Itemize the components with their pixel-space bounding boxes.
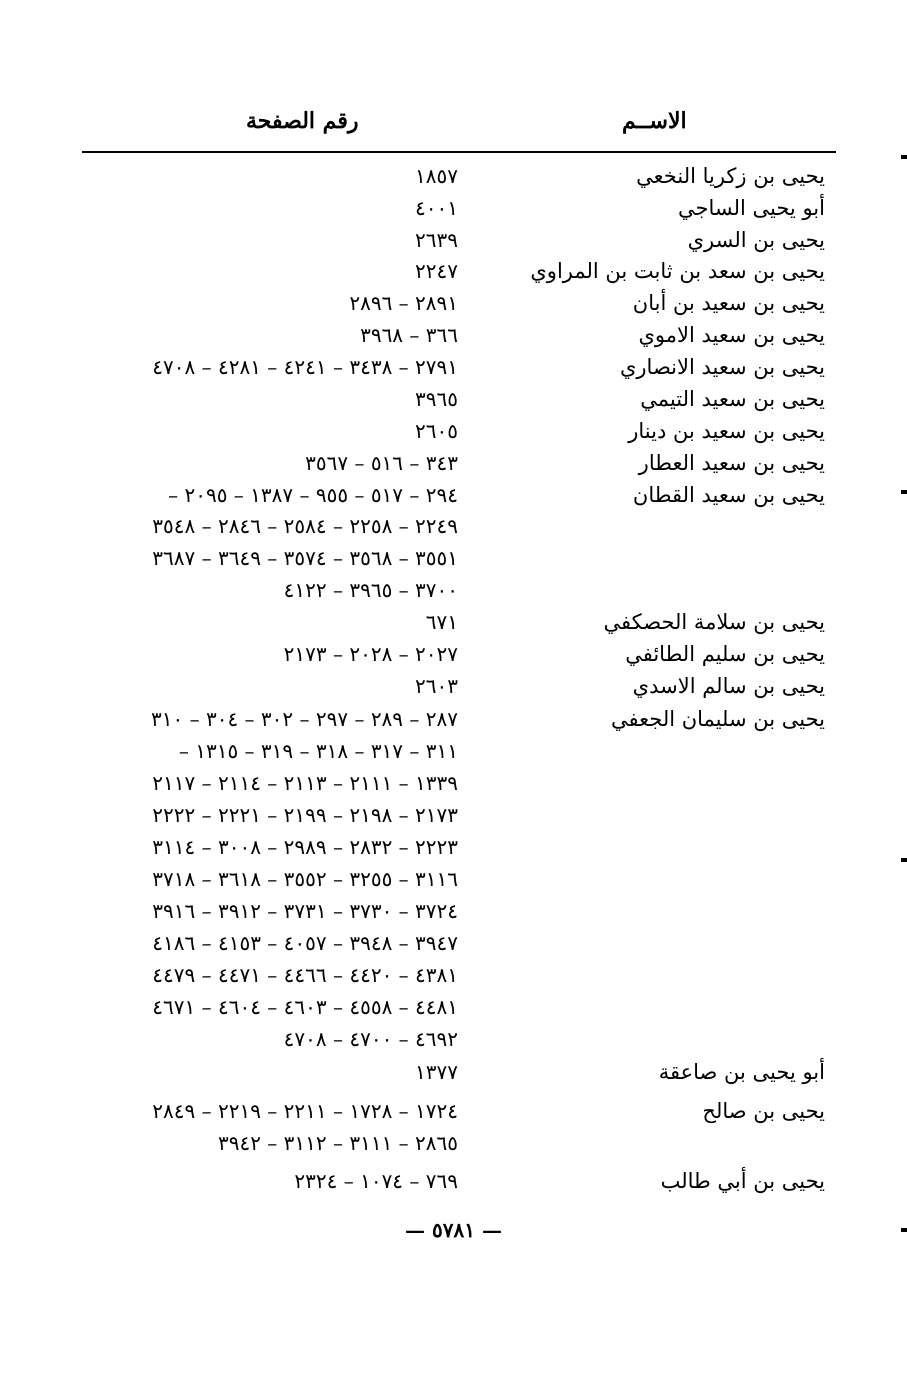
entry-page-numbers: ٣٩٤٧ – ٣٩٤٨ – ٤٠٥٧ – ٤١٥٣ – ٤١٨٦ <box>152 931 458 955</box>
entry-name: يحيى بن أبي طالب <box>660 1169 825 1193</box>
entry-page-numbers: ٢٦٠٣ <box>415 674 458 698</box>
entry-page-numbers: ٢١٧٣ – ٢١٩٨ – ٢١٩٩ – ٢٢٢١ – ٢٢٢٢ <box>152 803 458 827</box>
entry-name: يحيى بن سعيد الاموي <box>638 323 825 347</box>
entry-name: يحيى بن السري <box>687 228 825 252</box>
entry-page-numbers: ٢٦٠٥ <box>415 419 458 443</box>
column-header-page-number: رقم الصفحة <box>246 108 359 134</box>
entry-page-numbers: ٤٠٠١ <box>415 196 458 220</box>
entry-name: يحيى بن سعيد بن دينار <box>628 419 825 443</box>
entry-page-numbers: ٢٢٤٩ – ٢٢٥٨ – ٢٥٨٤ – ٢٨٤٦ – ٣٥٤٨ <box>152 514 458 538</box>
entry-page-numbers: ٢٦٣٩ <box>415 228 458 252</box>
entry-page-numbers: ٣٧٢٤ – ٣٧٣٠ – ٣٧٣١ – ٣٩١٢ – ٣٩١٦ <box>152 899 458 923</box>
edge-mark <box>901 155 907 159</box>
entry-page-numbers: ٣٧٠٠ – ٣٩٦٥ – ٤١٢٢ <box>283 578 458 602</box>
entry-page-numbers: ٤٦٩٢ – ٤٧٠٠ – ٤٧٠٨ <box>283 1027 458 1051</box>
entry-name: أبو يحيى الساجي <box>678 196 825 220</box>
entry-page-numbers: ٣٤٣ – ٥١٦ – ٣٥٦٧ <box>305 451 458 475</box>
entry-page-numbers: ١٣٧٧ <box>415 1060 458 1084</box>
entry-name: أبو يحيى بن صاعقة <box>658 1060 825 1084</box>
page-folio: — ٥٧٨١ — <box>405 1218 502 1242</box>
entry-name: يحيى بن زكريا النخعي <box>636 164 825 188</box>
entry-page-numbers: ٢٨٧ – ٢٨٩ – ٢٩٧ – ٣٠٢ – ٣٠٤ – ٣١٠ <box>151 707 458 731</box>
entry-page-numbers: ٢٢٤٧ <box>415 259 458 283</box>
column-header-name: الاســم <box>622 108 687 134</box>
entry-name: يحيى بن سلامة الحصكفي <box>603 610 825 634</box>
entry-name: يحيى بن سليمان الجعفي <box>611 707 825 731</box>
entry-page-numbers: ١٨٥٧ <box>415 164 458 188</box>
entry-page-numbers: ٢٩٤ – ٥١٧ – ٩٥٥ – ١٣٨٧ – ٢٠٩٥ – <box>168 483 458 507</box>
entry-page-numbers: ١٧٢٤ – ١٧٢٨ – ٢٢١١ – ٢٢١٩ – ٢٨٤٩ <box>152 1099 458 1123</box>
entry-name: يحيى بن سعيد بن أبان <box>632 291 825 315</box>
entry-page-numbers: ٧٦٩ – ١٠٧٤ – ٢٣٢٤ <box>294 1169 458 1193</box>
entry-page-numbers: ٣٦٦ – ٣٩٦٨ <box>360 323 458 347</box>
entry-name: يحيى بن سالم الاسدي <box>632 674 825 698</box>
entry-name: يحيى بن سعيد القطان <box>632 483 825 507</box>
entry-name: يحيى بن صالح <box>702 1099 825 1123</box>
edge-mark <box>901 490 907 494</box>
entry-name: يحيى بن سليم الطائفي <box>625 642 825 666</box>
entry-page-numbers: ٤٣٨١ – ٤٤٢٠ – ٤٤٦٦ – ٤٤٧١ – ٤٤٧٩ <box>152 963 458 987</box>
edge-mark <box>901 858 907 862</box>
entry-page-numbers: ١٣٣٩ – ٢١١١ – ٢١١٣ – ٢١١٤ – ٢١١٧ <box>152 771 458 795</box>
entry-page-numbers: ٢٧٩١ – ٣٤٣٨ – ٤٢٤١ – ٤٢٨١ – ٤٧٠٨ <box>152 355 458 379</box>
entry-page-numbers: ٢٨٩١ – ٢٨٩٦ <box>349 291 458 315</box>
entry-page-numbers: ٣١١ – ٣١٧ – ٣١٨ – ٣١٩ – ١٣١٥ – <box>178 739 458 763</box>
entry-name: يحيى بن سعيد الانصاري <box>619 355 825 379</box>
entry-page-numbers: ٤٤٨١ – ٤٥٥٨ – ٤٦٠٣ – ٤٦٠٤ – ٤٦٧١ <box>152 995 458 1019</box>
entry-page-numbers: ٣٩٦٥ <box>415 387 458 411</box>
entry-page-numbers: ٢٠٢٧ – ٢٠٢٨ – ٢١٧٣ <box>283 642 458 666</box>
entry-name: يحيى بن سعيد التيمي <box>640 387 825 411</box>
header-divider <box>82 151 836 153</box>
entry-name: يحيى بن سعد بن ثابت بن المراوي <box>530 259 825 283</box>
entry-page-numbers: ٢٢٢٣ – ٢٨٣٢ – ٢٩٨٩ – ٣٠٠٨ – ٣١١٤ <box>152 835 458 859</box>
entry-page-numbers: ٣١١٦ – ٣٢٥٥ – ٣٥٥٢ – ٣٦١٨ – ٣٧١٨ <box>152 867 458 891</box>
entry-page-numbers: ٣٥٥١ – ٣٥٦٨ – ٣٥٧٤ – ٣٦٤٩ – ٣٦٨٧ <box>152 546 458 570</box>
entry-name: يحيى بن سعيد العطار <box>638 451 825 475</box>
entry-page-numbers: ٢٨٦٥ – ٣١١١ – ٣١١٢ – ٣٩٤٢ <box>217 1131 458 1155</box>
entry-page-numbers: ٦٧١ <box>425 610 458 634</box>
